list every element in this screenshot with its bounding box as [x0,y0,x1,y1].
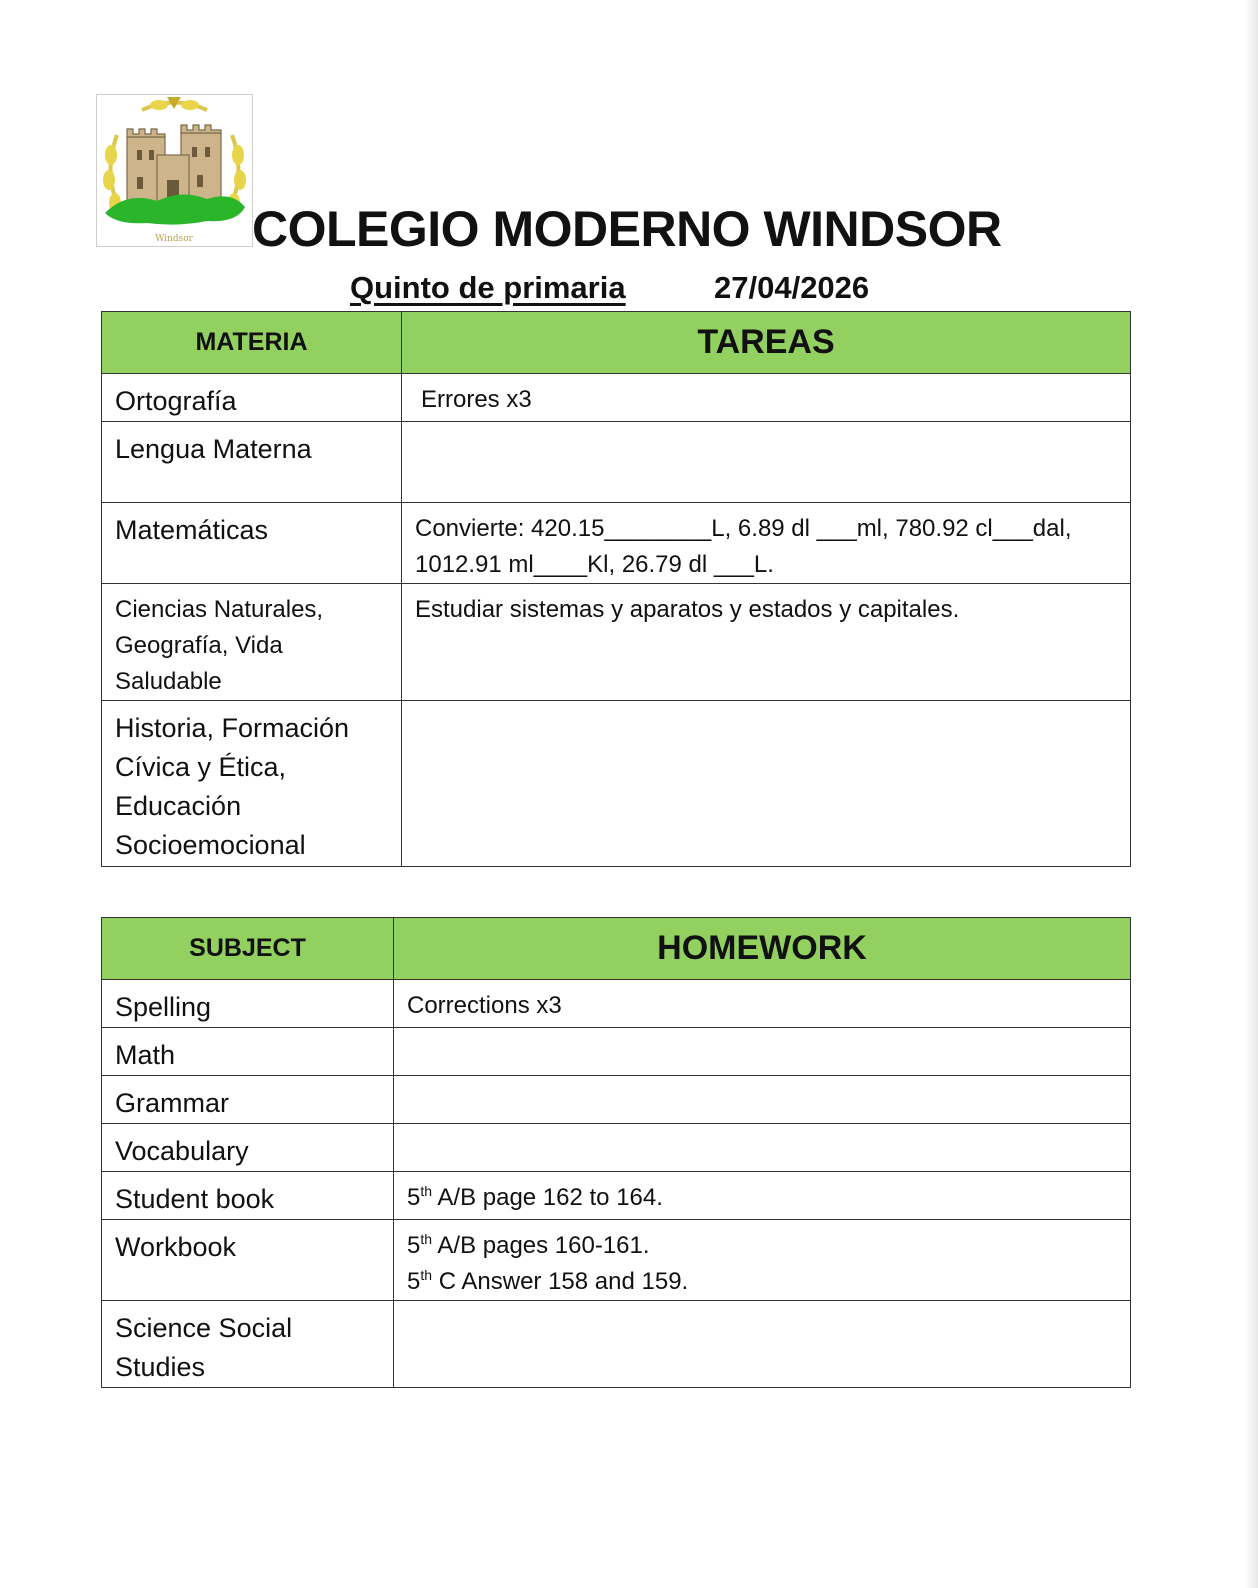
table-row [102,422,1131,503]
task-cell [394,1172,1131,1220]
tareas-header: TAREAS [402,312,1131,374]
task-cell: Estudiar sistemas y aparatos y estados y capitales. [402,584,1131,701]
subject-cell: Grammar [102,1076,394,1124]
subject-line: Geografía, Vida [115,632,283,659]
grade-number: 5 [407,1184,421,1211]
task-cell: Corrections x3 [394,980,1131,1028]
subject-cell: Math [102,1028,394,1076]
ordinal-suffix: th [420,1267,433,1283]
subject-cell: Student book [102,1172,394,1220]
subject-line: Science Social [115,1313,293,1343]
subject-line: Ciencias Naturales, [115,596,324,623]
subject-line: Educación [115,791,242,821]
task-text: C Answer 158 and 159. [432,1268,689,1295]
subject-line: Historia, Formación [115,713,350,743]
task-cell [402,701,1131,867]
grade-label: Quinto de primaria [350,270,626,305]
subject-cell: Vocabulary [102,1124,394,1172]
task-cell [402,503,1131,584]
task-cell [394,1124,1131,1172]
tareas-table [101,311,1131,867]
subject-cell: Ortografía [102,374,402,422]
materia-header: MATERIA [102,312,402,374]
subject-line: Socioemocional [115,830,306,860]
task-cell [394,1301,1131,1388]
subject-header: SUBJECT [102,918,394,980]
table-row [102,701,1131,867]
homework-header: HOMEWORK [394,918,1131,980]
subject-cell [102,701,402,867]
subject-cell: Matemáticas [102,503,402,584]
subject-line: Saludable [115,668,222,695]
subject-cell [102,584,402,701]
subject-cell: Spelling [102,980,394,1028]
date-label: 27/04/2026 [714,270,870,305]
task-line [407,1264,1130,1300]
task-line [407,1228,1130,1264]
task-cell [402,422,1131,503]
ordinal-suffix: th [420,1183,433,1199]
table-row [102,980,1131,1028]
ordinal-suffix: th [420,1231,433,1247]
table-row [102,584,1131,701]
logo-text: Windsor [155,234,193,244]
table-row [102,1124,1131,1172]
table-row [102,1301,1131,1388]
grade-number: 5 [407,1232,421,1259]
task-text: A/B page 162 to 164. [432,1184,663,1211]
table-row [102,374,1131,422]
school-name: COLEGIO MODERNO WINDSOR [252,201,1002,257]
task-cell [394,1028,1131,1076]
task-line: Convierte: 420.15________L, 6.89 dl ___ml, 780.92 cl___dal, [415,515,1072,542]
page-edge-shadow [1244,0,1258,1588]
subject-line: Studies [115,1352,206,1382]
table-row [102,503,1131,584]
subject-cell [102,1301,394,1388]
grade-number: 5 [407,1268,421,1295]
table-row [102,1220,1131,1301]
table-row [102,1172,1131,1220]
task-cell [394,1220,1131,1301]
table-row [102,1028,1131,1076]
task-cell [394,1076,1131,1124]
subtitle [350,268,870,308]
school-logo [96,94,253,247]
task-cell: Errores x3 [402,374,1131,422]
subject-cell: Lengua Materna [102,422,402,503]
task-text: A/B pages 160-161. [432,1232,650,1259]
homework-table [101,917,1131,1388]
task-line: 1012.91 ml____Kl, 26.79 dl ___L. [415,551,774,578]
table-row [102,1076,1131,1124]
subject-line: Cívica y Ética, [115,752,287,782]
subject-cell: Workbook [102,1220,394,1301]
